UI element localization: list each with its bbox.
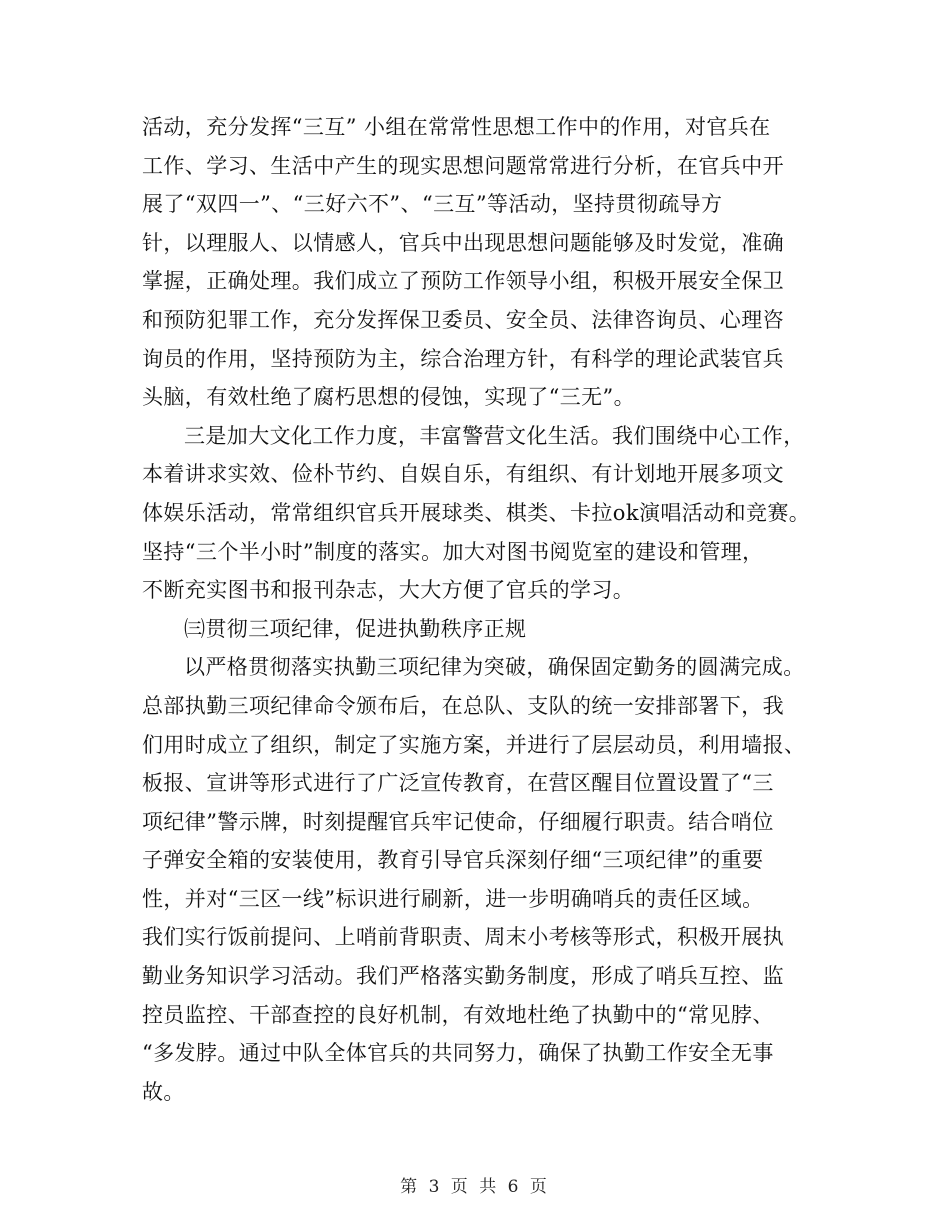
text-line: 控员监控、干部查控的良好机制，有效地杜绝了执勤中的“常见脖、 bbox=[142, 1002, 774, 1027]
page-number-footer: 第 3 页 共 6 页 bbox=[400, 1177, 550, 1197]
text-line: 掌握，正确处理。我们成立了预防工作领导小组，积极开展安全保卫 bbox=[142, 269, 784, 294]
text-line: 项纪律”警示牌，时刻提醒官兵牢记使命，仔细履行职责。结合哨位 bbox=[142, 809, 774, 834]
text-line: 子弹安全箱的安装使用，教育引导官兵深刻仔细“三项纪律”的重要 bbox=[142, 848, 764, 873]
text-line: 板报、宣讲等形式进行了广泛宣传教育，在营区醒目位置设置了“三 bbox=[142, 771, 774, 796]
text-line: 不断充实图书和报刊杂志，大大方便了官兵的学习。 bbox=[142, 578, 635, 603]
text-line: 总部执勤三项纪律命令颁布后，在总队、支队的统一安排部署下，我 bbox=[142, 693, 784, 718]
text-line: 工作、学习、生活中产生的现实思想问题常常进行分析，在官兵中开 bbox=[142, 153, 784, 178]
text-line: 针，以理服人、以情感人，官兵中出现思想问题能够及时发觉，准确 bbox=[142, 230, 784, 255]
text-line: “多发脖。通过中队全体官兵的共同努力，确保了执勤工作安全无事 bbox=[142, 1041, 774, 1066]
paragraph-start-line: 三是加大文化工作力度，丰富警营文化生活。我们围绕中心工作， bbox=[184, 423, 805, 448]
text-line: 们用时成立了组织，制定了实施方案，并进行了层层动员，利用墙报、 bbox=[142, 732, 806, 757]
text-line: 活动，充分发挥“三互” 小组在常常性思想工作中的作用，对官兵在 bbox=[142, 115, 771, 139]
text-line: 我们实行饭前提问、上哨前背职责、周末小考核等形式，积极开展执 bbox=[142, 925, 784, 950]
document-body bbox=[142, 108, 842, 1111]
text-line: 坚持“三个半小时”制度的落实。加大对图书阅览室的建设和管理， bbox=[142, 539, 764, 564]
text-line: 勤业务知识学习活动。我们严格落实勤务制度，形成了哨兵互控、监 bbox=[142, 964, 784, 989]
text-line: 性，并对“三区一线”标识进行刷新，进一步明确哨兵的责任区域。 bbox=[142, 886, 764, 911]
paragraph-start-line: 以严格贯彻落实执勤三项纪律为突破，确保固定勤务的圆满完成。 bbox=[184, 655, 805, 680]
text-line: 头脑，有效杜绝了腐朽思想的侵蚀，实现了“三无”。 bbox=[142, 385, 636, 410]
text-line: 和预防犯罪工作，充分发挥保卫委员、安全员、法律咨询员、心理咨 bbox=[142, 307, 784, 332]
section-heading: ㈢贯彻三项纪律，促进执勤秩序正规 bbox=[184, 616, 527, 641]
text-line: 体娱乐活动，常常组织官兵开展球类、棋类、卡拉ok演唱活动和竞赛。 bbox=[142, 500, 811, 525]
text-line: 本着讲求实效、俭朴节约、自娱自乐，有组织、有计划地开展多项文 bbox=[142, 462, 784, 487]
text-line: 询员的作用，坚持预防为主，综合治理方针，有科学的理论武装官兵 bbox=[142, 346, 784, 371]
text-line: 故。 bbox=[142, 1079, 185, 1104]
text-line: 展了“双四一”、“三好六不”、“三互”等活动，坚持贯彻疏导方 bbox=[142, 192, 723, 217]
